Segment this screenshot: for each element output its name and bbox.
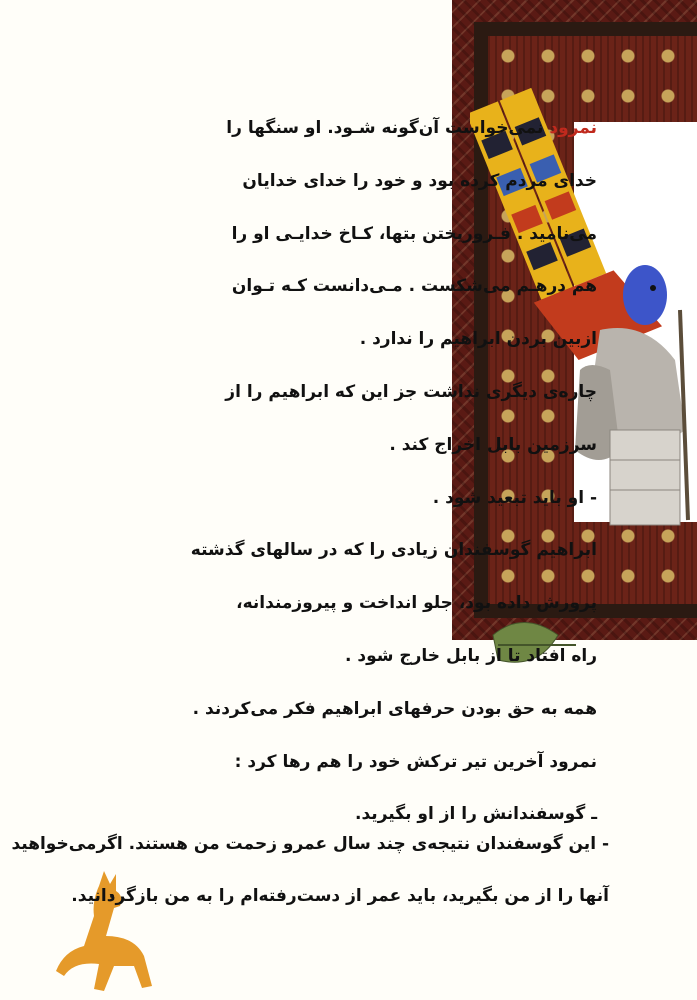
text-line-14: ـ گوسفندانش را از او بگیرید. <box>355 804 597 825</box>
text-line-9: ابراهیم گوسفندان زیادی را که در سالهای گذشته <box>190 540 597 561</box>
text-line-10: پرورش داده بود، جلو انداخت و پیروزمندانه، <box>236 593 597 614</box>
closing-quote <box>11 818 609 922</box>
text-line-6: چاره‌ی دیگری نداشت جز این که ابراهیم را از <box>225 381 597 402</box>
text-line-5: ازبین بردن ابراهیم را ندارد . <box>359 329 597 350</box>
quote-line-2: آنها را از من بگیرید، باید عمر از دست‌رفته‌ام را به من بازگردانید. <box>71 886 609 906</box>
text-line-1: نمرود نمی‌خواست آن‌گونه شـود. او سنگها را <box>226 118 597 138</box>
text-line-7: سرزمین بابل اخراج کند . <box>389 434 597 455</box>
text-line-3: می‌نامید . فـروریختن بتها، کـاخ خدایـی او را <box>231 223 597 244</box>
nimrod-name: نمرود <box>549 118 597 138</box>
text-line-11: راه افتاد تا از بابل خارج شود . <box>344 645 597 666</box>
text-line-8: - او باید تبعید شود . <box>432 487 597 508</box>
text-line-4: هم درهـم می‌شکست . مـی‌دانست کـه تـوان <box>231 276 597 297</box>
text-line-2: خدای مردم کرده بود و خود را خدای خدایان <box>242 170 597 191</box>
text-line-13: نمرود آخرین تیر ترکش خود را هم رها کرد : <box>234 751 597 772</box>
text-line-12: همه به حق بودن حرفهای ابراهیم فکر می‌کردند . <box>192 698 597 719</box>
quote-line-1: - این گوسفندان نتیجه‌ی چند سال عمرو زحمت من هستند. اگرمی‌خواهید <box>11 834 609 854</box>
story-paragraph <box>30 102 597 841</box>
